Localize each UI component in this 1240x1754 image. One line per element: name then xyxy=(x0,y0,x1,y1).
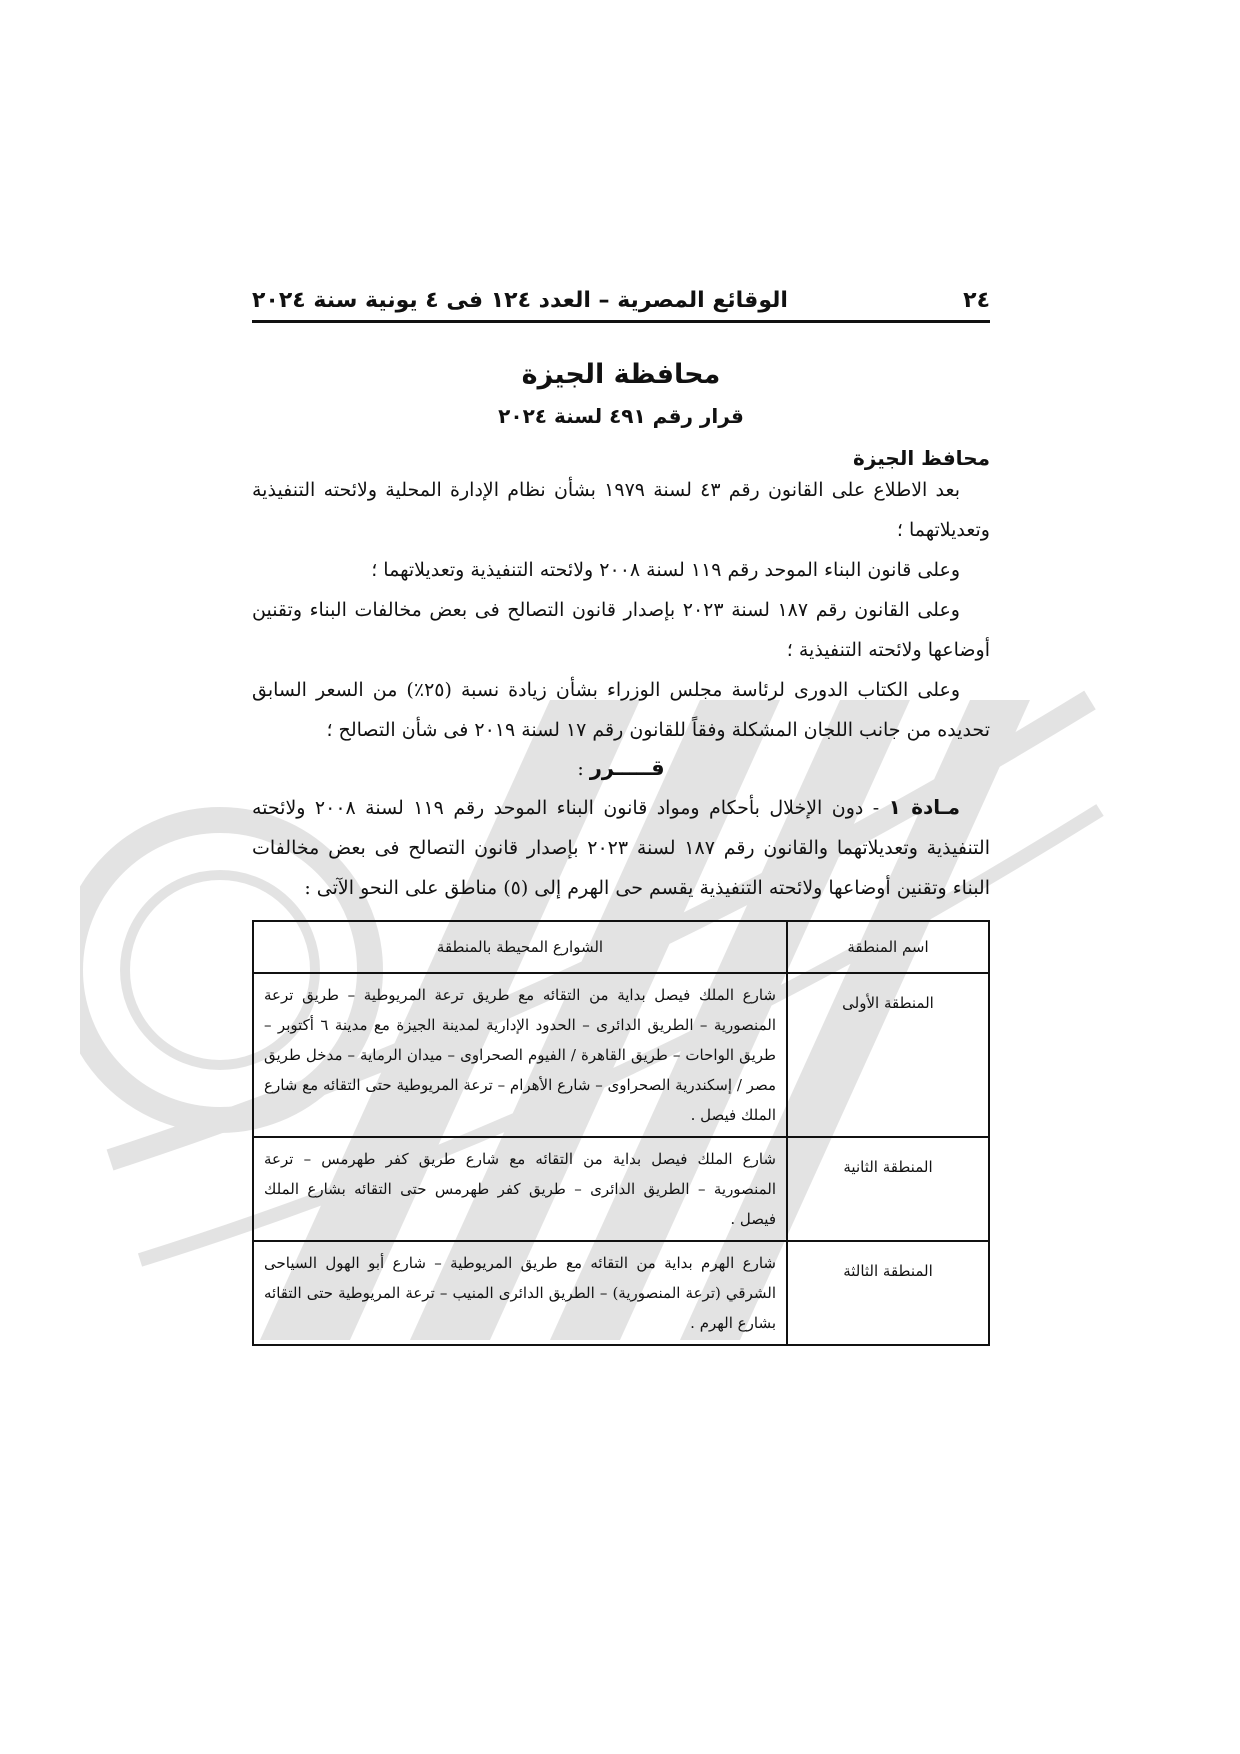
article-1 xyxy=(252,787,990,908)
zone-name-cell: المنطقة الثانية xyxy=(787,1137,989,1241)
zone-streets-cell: شارع الملك فيصل بداية من التقائه مع شارع طريق كفر طهرمس – ترعة المنصورية – الطريق الدائرى – طريق كفر طهرمس حتى التقائه بشارع الملك فيصل . xyxy=(253,1137,787,1241)
decree-colon: : xyxy=(577,758,590,780)
publication-line: الوقائع المصرية – العدد ١٢٤ فى ٤ يونية سنة ٢٠٢٤ xyxy=(252,287,788,313)
table-row xyxy=(253,1137,989,1241)
zone-name-header: اسم المنطقة xyxy=(787,921,989,973)
table-header-row xyxy=(253,921,989,973)
zone-name-cell: المنطقة الثالثة xyxy=(787,1241,989,1345)
decision-number: قرار رقم ٤٩١ لسنة ٢٠٢٤ xyxy=(498,404,744,428)
zones-table xyxy=(252,920,990,1346)
preamble-paragraph: وعلى الكتاب الدورى لرئاسة مجلس الوزراء بشأن زيادة نسبة (٢٥٪) من السعر السابق تحديده من جانب اللجان المشكلة وفقاً للقانون رقم ١٧ لسنة ٢٠١٩ فى شأن التصالح ؛ xyxy=(252,679,990,741)
decree-heading xyxy=(252,750,990,787)
gazette-page xyxy=(252,280,990,1346)
preamble-paragraph: وعلى القانون رقم ١٨٧ لسنة ٢٠٢٣ بإصدار قانون التصالح فى بعض مخالفات البناء وتقنين أوضاعها ولائحته التنفيذية ؛ xyxy=(252,599,990,661)
zone-streets-cell: شارع الملك فيصل بداية من التقائه مع طريق ترعة المريوطية – طريق ترعة المنصورية – الطريق الدائرى – الحدود الإدارية لمدينة الجيزة مع مدينة ٦ أكتوبر – طريق الواحات – طريق القاهرة / الفيوم الصحراوى – ميدان الرماية – مدخل طريق مصر / إسكندرية الصحراوى – شارع الأهرام – ترعة المريوطية حتى التقائه مع شارع الملك فيصل . xyxy=(253,973,787,1137)
page-number: ٢٤ xyxy=(963,287,990,313)
zone-streets-cell: شارع الهرم بداية من التقائه مع طريق المريوطية – شارع أبو الهول السياحى الشرقي (ترعة المنصورية) – الطريق الدائرى المنيب – ترعة المريوطية حتى التقائه بشارع الهرم . xyxy=(253,1241,787,1345)
page-header xyxy=(252,280,990,323)
document-title: محافظة الجيزة xyxy=(521,359,721,390)
preamble-paragraph: وعلى قانون البناء الموحد رقم ١١٩ لسنة ٢٠٠٨ ولائحته التنفيذية وتعديلاتهما ؛ xyxy=(371,559,960,581)
table-row xyxy=(253,1241,989,1345)
preamble-paragraph: بعد الاطلاع على القانون رقم ٤٣ لسنة ١٩٧٩ بشأن نظام الإدارة المحلية ولائحته التنفيذية وتعديلاتهما ؛ xyxy=(252,479,990,541)
decree-word: قـــــرر xyxy=(589,756,665,780)
table-row xyxy=(253,973,989,1137)
article-1-label: مـادة ١ xyxy=(888,795,960,819)
zone-name-cell: المنطقة الأولى xyxy=(787,973,989,1137)
article-1-text: - دون الإخلال بأحكام ومواد قانون البناء الموحد رقم ١١٩ لسنة ٢٠٠٨ ولائحته التنفيذية وتعديلاتهما والقانون رقم ١٨٧ لسنة ٢٠٢٣ بإصدار قانون التصالح فى بعض مخالفات البناء وتقنين أوضاعها ولائحته التنفيذية يقسم حى الهرم إلى (٥) مناطق على النحو الآتى : xyxy=(252,797,990,899)
streets-header: الشوارع المحيطة بالمنطقة xyxy=(253,921,787,973)
issuer-line: محافظ الجيزة xyxy=(853,446,990,470)
